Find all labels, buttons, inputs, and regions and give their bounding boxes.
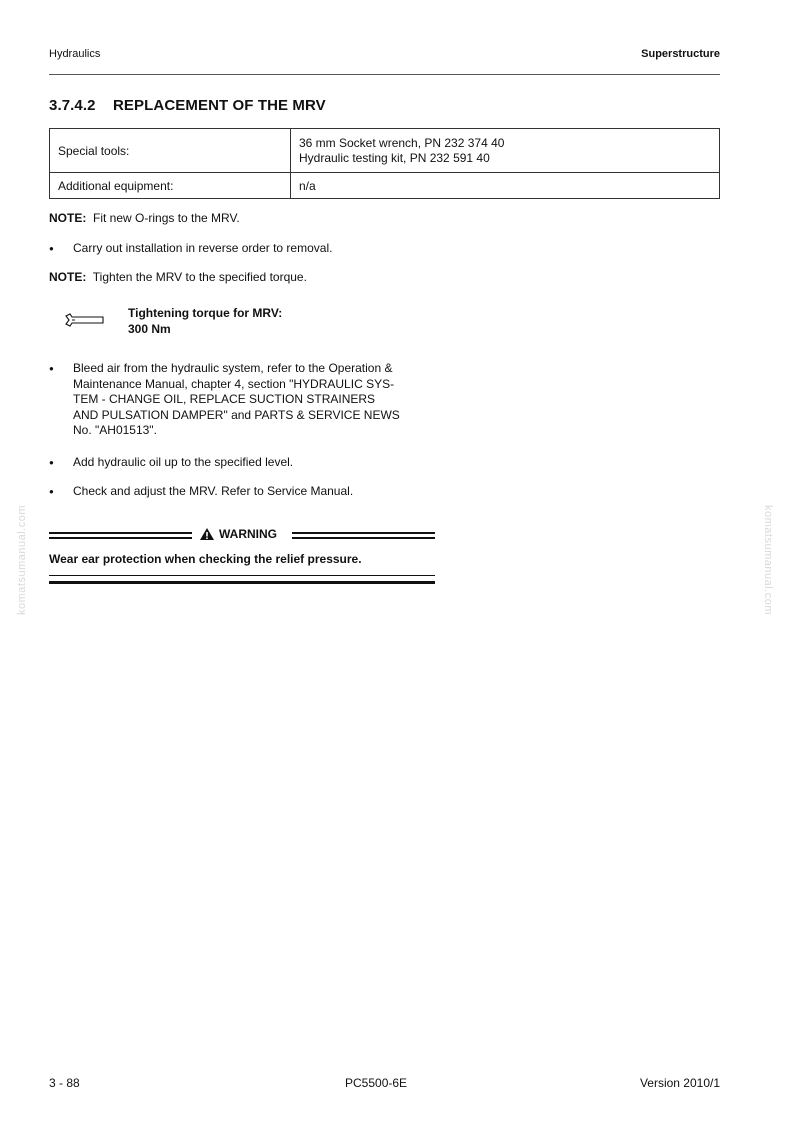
warning-label-text: WARNING — [219, 527, 277, 541]
table-row — [50, 129, 720, 173]
watermark-right: komatsumanual.com — [762, 505, 774, 615]
additional-equipment-value: n/a — [291, 173, 720, 199]
watermark-left: komatsumanual.com — [16, 505, 28, 615]
note-text: Fit new O-rings to the MRV. — [93, 211, 240, 225]
section-number: 3.7.4.2 — [49, 97, 96, 114]
warning-triangle-icon — [199, 527, 215, 541]
section-title-text: REPLACEMENT OF THE MRV — [113, 97, 326, 114]
special-tools-value — [291, 129, 720, 173]
bullet-icon: ● — [49, 458, 54, 467]
divider — [292, 532, 435, 534]
additional-equipment-label: Additional equipment: — [50, 173, 291, 199]
torque-spec — [128, 305, 282, 337]
list-item — [49, 241, 441, 257]
special-tool-2: Hydraulic testing kit, PN 232 591 40 — [299, 150, 490, 165]
text-line: TEM - CHANGE OIL, REPLACE SUCTION STRAINERS — [73, 392, 376, 406]
header-divider — [49, 74, 720, 75]
bullet-icon: ● — [49, 364, 54, 373]
text-line: No. "AH01513". — [73, 423, 157, 437]
list-item-text: Check and adjust the MRV. Refer to Service Manual. — [73, 484, 354, 498]
text-line: AND PULSATION DAMPER" and PARTS & SERVICE NEWS — [73, 407, 400, 422]
list-item — [49, 484, 441, 500]
warning-label — [199, 527, 277, 541]
note-o-rings — [49, 211, 240, 227]
list-item-text: Carry out installation in reverse order to removal. — [73, 241, 333, 255]
list-item-text: Add hydraulic oil up to the specified level. — [73, 455, 294, 469]
divider — [49, 537, 192, 539]
divider — [49, 575, 435, 576]
list-item — [49, 455, 441, 471]
header-section-name: Hydraulics — [49, 48, 101, 60]
version-label: Version 2010/1 — [639, 1076, 720, 1090]
text-line: Maintenance Manual, chapter 4, section "HYDRAULIC SYS- — [73, 376, 395, 391]
torque-wrench-icon — [63, 310, 105, 330]
note-torque — [49, 270, 307, 286]
model-name: PC5500-6E — [345, 1076, 408, 1090]
divider — [292, 537, 435, 539]
list-item — [49, 361, 441, 439]
list-item-text — [73, 361, 441, 439]
note-prefix: NOTE: — [49, 270, 87, 284]
special-tool-1: 36 mm Socket wrench, PN 232 374 40 — [299, 135, 505, 150]
torque-value: 300 Nm — [128, 322, 171, 336]
text-line: Bleed air from the hydraulic system, refer to the Operation & — [73, 361, 393, 375]
section-title — [49, 97, 326, 114]
divider — [49, 581, 435, 584]
note-text: Tighten the MRV to the specified torque. — [92, 270, 307, 284]
warning-header — [49, 528, 435, 542]
note-prefix: NOTE: — [49, 211, 87, 225]
table-row — [50, 173, 720, 199]
warning-text: Wear ear protection when checking the relief pressure. — [49, 552, 362, 566]
tools-table — [49, 128, 720, 199]
header-chapter-name: Superstructure — [641, 48, 720, 60]
divider — [49, 532, 192, 534]
special-tools-label: Special tools: — [50, 129, 291, 173]
page-number: 3 - 88 — [49, 1076, 80, 1090]
bullet-icon: ● — [49, 487, 54, 496]
torque-label: Tightening torque for MRV: — [128, 306, 283, 320]
bullet-icon: ● — [49, 244, 54, 253]
